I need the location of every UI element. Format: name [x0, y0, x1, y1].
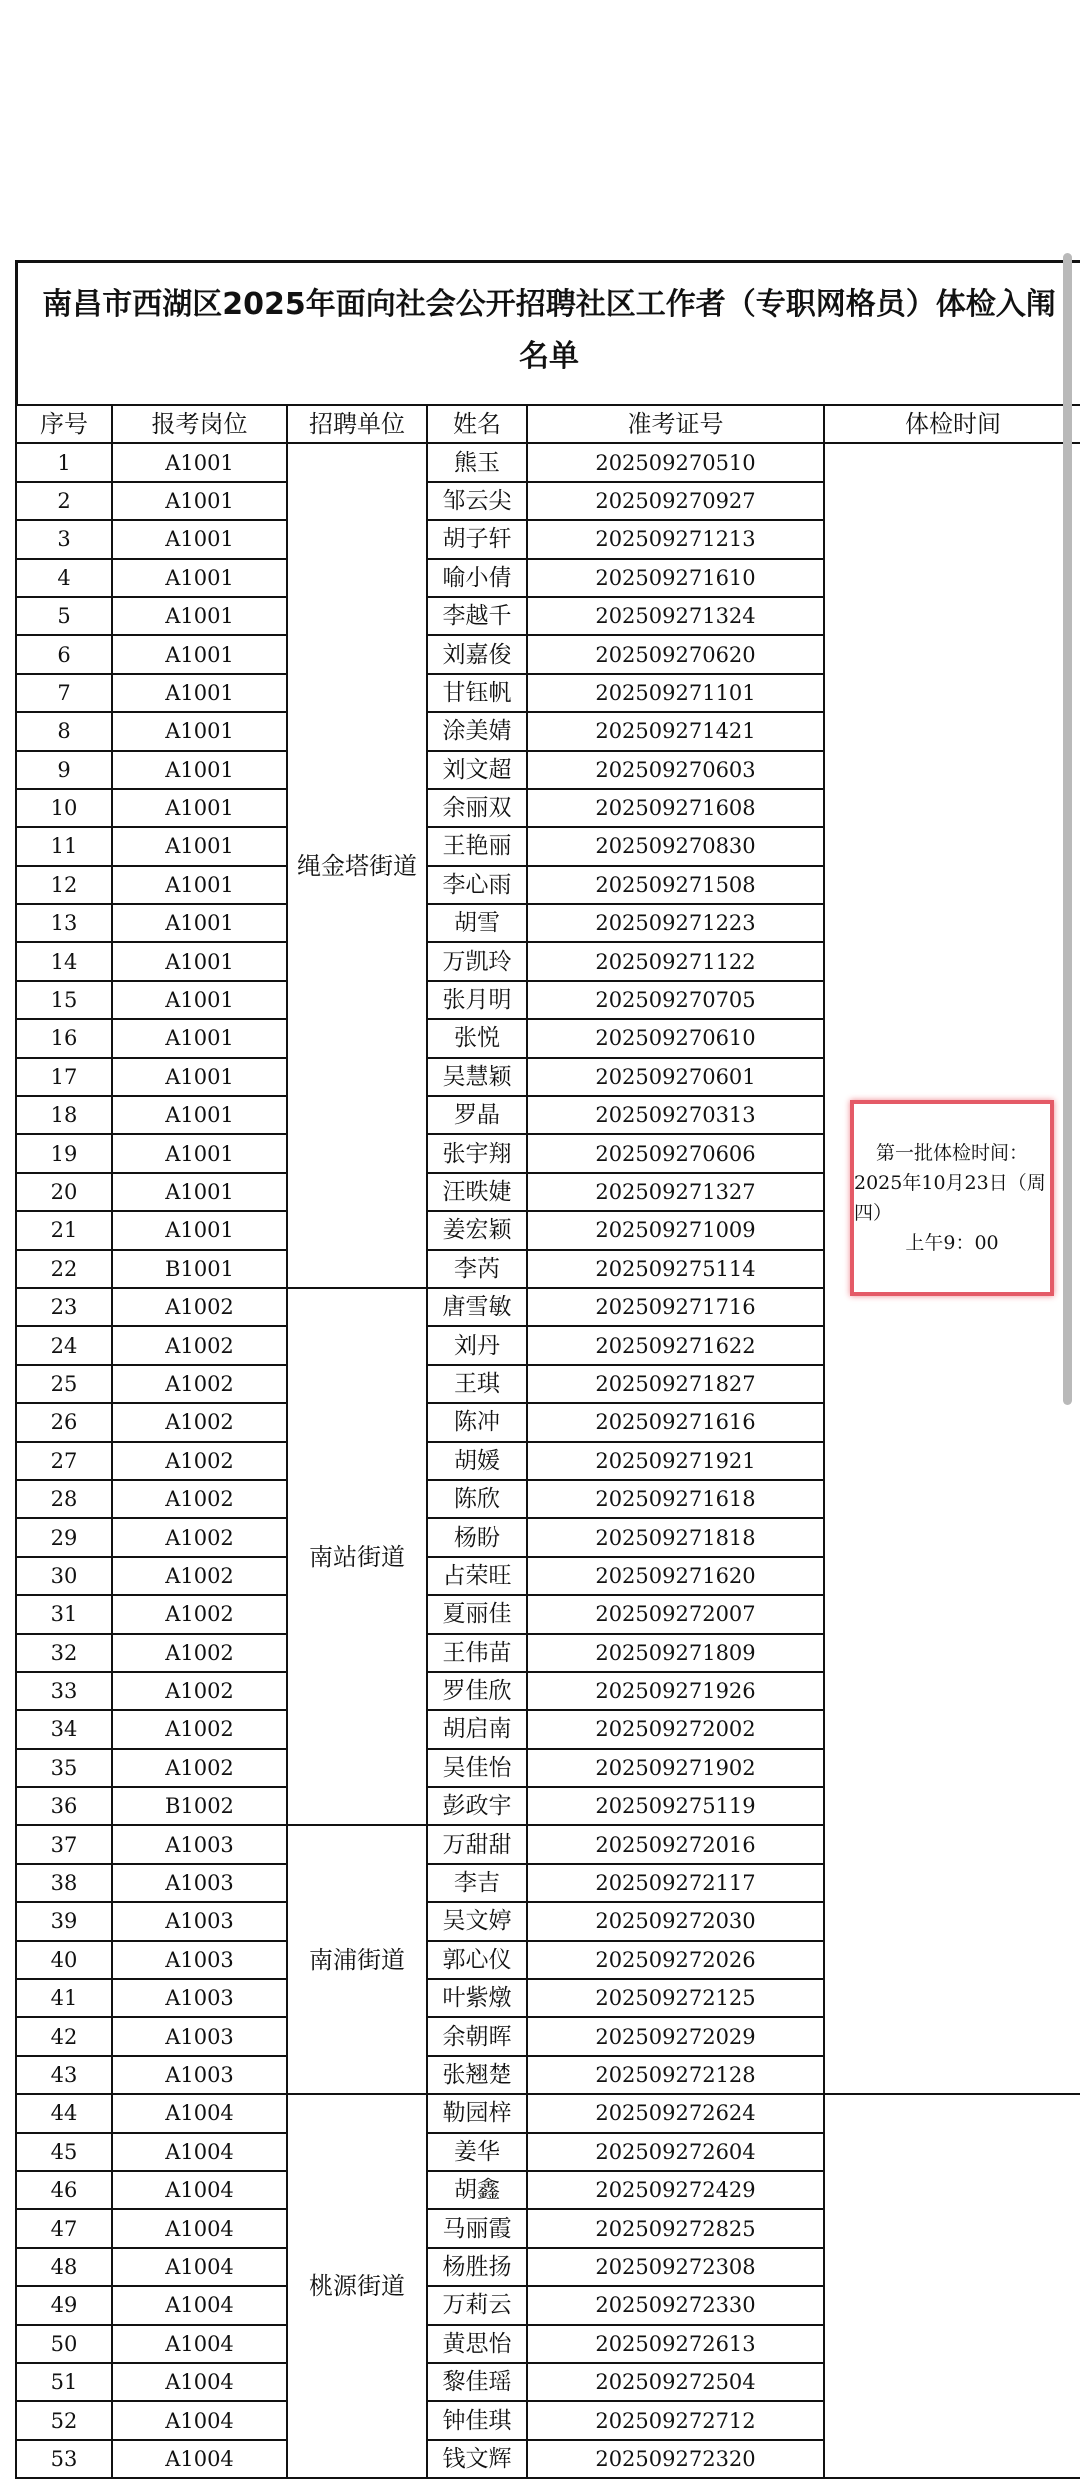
row-exam-id: 202509271818	[527, 1518, 824, 1556]
row-name: 姜华	[427, 2133, 527, 2171]
row-exam-id: 202509272026	[527, 1941, 824, 1979]
row-exam-id: 202509270313	[527, 1096, 824, 1134]
row-number: 13	[16, 904, 112, 942]
header-unit: 招聘单位	[287, 405, 427, 443]
row-exam-id: 202509270601	[527, 1058, 824, 1096]
row-name: 陈冲	[427, 1403, 527, 1441]
row-exam-id: 202509272330	[527, 2286, 824, 2324]
title-line-2: 名单	[519, 339, 579, 374]
row-name: 胡启南	[427, 1710, 527, 1748]
row-number: 14	[16, 942, 112, 980]
row-position: A1002	[112, 1595, 287, 1633]
row-exam-id: 202509272429	[527, 2171, 824, 2209]
row-exam-id: 202509271716	[527, 1288, 824, 1326]
row-position: A1003	[112, 1941, 287, 1979]
row-name: 王琪	[427, 1365, 527, 1403]
row-position: A1001	[112, 443, 287, 481]
row-exam-id: 202509272125	[527, 1979, 824, 2017]
row-number: 21	[16, 1211, 112, 1249]
row-name: 胡媛	[427, 1442, 527, 1480]
row-number: 2	[16, 482, 112, 520]
row-exam-id: 202509271809	[527, 1634, 824, 1672]
row-name: 余朝晖	[427, 2017, 527, 2055]
row-exam-id: 202509272825	[527, 2209, 824, 2247]
row-number: 22	[16, 1250, 112, 1288]
row-name: 刘嘉俊	[427, 635, 527, 673]
row-unit: 桃源街道	[287, 2094, 427, 2478]
row-exam-id: 202509272624	[527, 2094, 824, 2132]
row-number: 44	[16, 2094, 112, 2132]
row-name: 刘丹	[427, 1326, 527, 1364]
row-name: 吴慧颖	[427, 1058, 527, 1096]
row-position: A1001	[112, 1134, 287, 1172]
row-exam-id: 202509271508	[527, 866, 824, 904]
row-name: 杨盼	[427, 1518, 527, 1556]
row-name: 郭心仪	[427, 1941, 527, 1979]
row-name: 马丽霞	[427, 2209, 527, 2247]
row-name: 万莉云	[427, 2286, 527, 2324]
candidate-table	[15, 404, 1080, 2479]
row-exam-id: 202509272016	[527, 1825, 824, 1863]
row-position: A1001	[112, 1211, 287, 1249]
row-exam-id: 202509272504	[527, 2363, 824, 2401]
row-number: 30	[16, 1557, 112, 1595]
row-name: 熊玉	[427, 443, 527, 481]
row-position: A1003	[112, 1979, 287, 2017]
row-position: A1001	[112, 827, 287, 865]
table-row	[16, 443, 1080, 481]
row-exam-id: 202509271324	[527, 597, 824, 635]
row-exam-id: 202509271610	[527, 559, 824, 597]
row-position: A1001	[112, 712, 287, 750]
row-name: 张翘楚	[427, 2056, 527, 2094]
row-position: A1003	[112, 2056, 287, 2094]
row-number: 41	[16, 1979, 112, 2017]
row-unit: 南站街道	[287, 1288, 427, 1825]
row-position: A1004	[112, 2440, 287, 2478]
row-number: 37	[16, 1825, 112, 1863]
row-exam-id: 202509270830	[527, 827, 824, 865]
row-exam-time-cell	[824, 2094, 1080, 2478]
row-number: 18	[16, 1096, 112, 1134]
row-exam-id: 202509271620	[527, 1557, 824, 1595]
row-position: A1004	[112, 2209, 287, 2247]
row-position: A1001	[112, 981, 287, 1019]
row-number: 4	[16, 559, 112, 597]
row-name: 吴文婷	[427, 1902, 527, 1940]
row-exam-id: 202509271618	[527, 1480, 824, 1518]
row-name: 占荣旺	[427, 1557, 527, 1595]
row-exam-id: 202509272117	[527, 1864, 824, 1902]
row-position: A1002	[112, 1634, 287, 1672]
row-position: A1002	[112, 1557, 287, 1595]
row-name: 钟佳琪	[427, 2401, 527, 2439]
row-position: A1002	[112, 1749, 287, 1787]
row-position: A1002	[112, 1288, 287, 1326]
row-number: 33	[16, 1672, 112, 1710]
row-position: A1004	[112, 2248, 287, 2286]
row-name: 吴佳怡	[427, 1749, 527, 1787]
row-number: 26	[16, 1403, 112, 1441]
note-line-3: 上午9：00	[905, 1232, 999, 1254]
row-position: B1002	[112, 1787, 287, 1825]
row-exam-id: 202509271926	[527, 1672, 824, 1710]
note-line-1: 第一批体检时间：	[875, 1142, 1028, 1164]
row-number: 19	[16, 1134, 112, 1172]
row-exam-id: 202509271223	[527, 904, 824, 942]
row-exam-id: 202509272604	[527, 2133, 824, 2171]
row-position: A1004	[112, 2094, 287, 2132]
row-number: 1	[16, 443, 112, 481]
row-exam-id: 202509271608	[527, 789, 824, 827]
row-number: 27	[16, 1442, 112, 1480]
row-name: 杨胜扬	[427, 2248, 527, 2286]
row-number: 38	[16, 1864, 112, 1902]
row-position: A1001	[112, 789, 287, 827]
row-position: A1002	[112, 1403, 287, 1441]
row-number: 29	[16, 1518, 112, 1556]
row-name: 张宇翔	[427, 1134, 527, 1172]
row-unit: 绳金塔街道	[287, 443, 427, 1288]
row-number: 52	[16, 2401, 112, 2439]
row-number: 42	[16, 2017, 112, 2055]
row-position: A1001	[112, 597, 287, 635]
row-name: 罗晶	[427, 1096, 527, 1134]
header-name: 姓名	[427, 405, 527, 443]
row-number: 34	[16, 1710, 112, 1748]
row-position: A1001	[112, 751, 287, 789]
row-name: 李芮	[427, 1250, 527, 1288]
row-name: 黄思怡	[427, 2325, 527, 2363]
row-exam-id: 202509272030	[527, 1902, 824, 1940]
row-number: 25	[16, 1365, 112, 1403]
row-exam-id: 202509271421	[527, 712, 824, 750]
row-name: 王艳丽	[427, 827, 527, 865]
row-position: A1004	[112, 2133, 287, 2171]
row-number: 46	[16, 2171, 112, 2209]
row-name: 姜宏颖	[427, 1211, 527, 1249]
row-name: 黎佳瑶	[427, 2363, 527, 2401]
row-name: 罗佳欣	[427, 1672, 527, 1710]
row-position: A1004	[112, 2401, 287, 2439]
row-number: 17	[16, 1058, 112, 1096]
row-name: 刘文超	[427, 751, 527, 789]
row-name: 张月明	[427, 981, 527, 1019]
row-number: 10	[16, 789, 112, 827]
row-exam-id: 202509272128	[527, 2056, 824, 2094]
row-name: 勒园梓	[427, 2094, 527, 2132]
row-name: 钱文辉	[427, 2440, 527, 2478]
note-line-2: 2025年10月23日（周四）	[854, 1172, 1046, 1224]
row-name: 张悦	[427, 1019, 527, 1057]
row-position: A1004	[112, 2171, 287, 2209]
row-position: A1003	[112, 1825, 287, 1863]
row-number: 9	[16, 751, 112, 789]
row-exam-id: 202509275119	[527, 1787, 824, 1825]
row-name: 夏丽佳	[427, 1595, 527, 1633]
row-position: A1003	[112, 2017, 287, 2055]
row-position: A1001	[112, 1058, 287, 1096]
row-exam-id: 202509272712	[527, 2401, 824, 2439]
header-position: 报考岗位	[112, 405, 287, 443]
row-position: A1002	[112, 1442, 287, 1480]
row-exam-id: 202509271009	[527, 1211, 824, 1249]
row-number: 24	[16, 1326, 112, 1364]
row-position: A1002	[112, 1326, 287, 1364]
row-name: 李越千	[427, 597, 527, 635]
row-name: 李吉	[427, 1864, 527, 1902]
scrollbar[interactable]	[1063, 253, 1072, 1405]
row-exam-id: 202509271213	[527, 520, 824, 558]
row-name: 胡子轩	[427, 520, 527, 558]
row-name: 胡鑫	[427, 2171, 527, 2209]
row-exam-id: 202509271327	[527, 1173, 824, 1211]
row-exam-id: 202509271921	[527, 1442, 824, 1480]
row-position: A1001	[112, 674, 287, 712]
row-exam-id: 202509270610	[527, 1019, 824, 1057]
header-number: 序号	[16, 405, 112, 443]
row-position: A1001	[112, 520, 287, 558]
row-exam-id: 202509272308	[527, 2248, 824, 2286]
row-name: 万甜甜	[427, 1825, 527, 1863]
row-number: 48	[16, 2248, 112, 2286]
row-number: 43	[16, 2056, 112, 2094]
row-position: A1001	[112, 559, 287, 597]
row-number: 20	[16, 1173, 112, 1211]
header-exam-id: 准考证号	[527, 405, 824, 443]
row-number: 6	[16, 635, 112, 673]
row-number: 39	[16, 1902, 112, 1940]
row-number: 35	[16, 1749, 112, 1787]
row-position: A1002	[112, 1480, 287, 1518]
row-name: 李心雨	[427, 866, 527, 904]
row-position: A1003	[112, 1902, 287, 1940]
table-body	[16, 443, 1080, 2478]
row-exam-id: 202509270603	[527, 751, 824, 789]
row-position: A1002	[112, 1518, 287, 1556]
row-unit: 南浦街道	[287, 1825, 427, 2094]
row-position: A1001	[112, 1019, 287, 1057]
row-exam-id: 202509271616	[527, 1403, 824, 1441]
row-position: A1001	[112, 482, 287, 520]
row-exam-id: 202509271122	[527, 942, 824, 980]
row-exam-id: 202509270606	[527, 1134, 824, 1172]
row-exam-id: 202509272320	[527, 2440, 824, 2478]
row-name: 王伟苗	[427, 1634, 527, 1672]
exam-time-note	[850, 1100, 1054, 1296]
title-line-1: 南昌市西湖区2025年面向社会公开招聘社区工作者（专职网格员）体检入闱	[42, 287, 1056, 322]
row-number: 5	[16, 597, 112, 635]
row-exam-id: 202509271101	[527, 674, 824, 712]
row-position: A1002	[112, 1365, 287, 1403]
row-name: 万凯玲	[427, 942, 527, 980]
row-exam-id: 202509275114	[527, 1250, 824, 1288]
row-name: 彭政宇	[427, 1787, 527, 1825]
row-position: A1003	[112, 1864, 287, 1902]
row-position: A1001	[112, 866, 287, 904]
row-exam-id: 202509272613	[527, 2325, 824, 2363]
row-exam-id: 202509272002	[527, 1710, 824, 1748]
row-number: 28	[16, 1480, 112, 1518]
row-position: A1004	[112, 2363, 287, 2401]
table-header-row	[16, 405, 1080, 443]
row-number: 36	[16, 1787, 112, 1825]
row-number: 45	[16, 2133, 112, 2171]
row-position: A1004	[112, 2286, 287, 2324]
row-position: A1004	[112, 2325, 287, 2363]
row-number: 16	[16, 1019, 112, 1057]
row-name: 涂美婧	[427, 712, 527, 750]
row-name: 邹云尖	[427, 482, 527, 520]
row-name: 甘钰帆	[427, 674, 527, 712]
row-number: 50	[16, 2325, 112, 2363]
row-number: 40	[16, 1941, 112, 1979]
table-row	[16, 2094, 1080, 2132]
row-position: B1001	[112, 1250, 287, 1288]
row-name: 余丽双	[427, 789, 527, 827]
row-position: A1002	[112, 1672, 287, 1710]
row-position: A1001	[112, 1173, 287, 1211]
row-position: A1001	[112, 904, 287, 942]
row-exam-id: 202509270927	[527, 482, 824, 520]
row-number: 49	[16, 2286, 112, 2324]
row-name: 汪昳婕	[427, 1173, 527, 1211]
row-number: 47	[16, 2209, 112, 2247]
row-exam-id: 202509270620	[527, 635, 824, 673]
row-number: 23	[16, 1288, 112, 1326]
row-number: 51	[16, 2363, 112, 2401]
row-exam-id: 202509272007	[527, 1595, 824, 1633]
row-number: 15	[16, 981, 112, 1019]
row-exam-id: 202509270705	[527, 981, 824, 1019]
row-name: 喻小倩	[427, 559, 527, 597]
row-position: A1001	[112, 1096, 287, 1134]
row-position: A1001	[112, 635, 287, 673]
row-name: 陈欣	[427, 1480, 527, 1518]
document-title	[15, 260, 1080, 404]
row-name: 唐雪敏	[427, 1288, 527, 1326]
row-name: 叶紫燉	[427, 1979, 527, 2017]
row-exam-id: 202509271902	[527, 1749, 824, 1787]
document-page	[15, 260, 1080, 2479]
row-name: 胡雪	[427, 904, 527, 942]
row-exam-id: 202509272029	[527, 2017, 824, 2055]
row-number: 53	[16, 2440, 112, 2478]
header-exam-time: 体检时间	[824, 405, 1080, 443]
row-number: 31	[16, 1595, 112, 1633]
row-exam-id: 202509271622	[527, 1326, 824, 1364]
row-position: A1002	[112, 1710, 287, 1748]
row-number: 7	[16, 674, 112, 712]
row-number: 11	[16, 827, 112, 865]
row-number: 3	[16, 520, 112, 558]
row-exam-id: 202509271827	[527, 1365, 824, 1403]
row-exam-id: 202509270510	[527, 443, 824, 481]
row-number: 32	[16, 1634, 112, 1672]
row-position: A1001	[112, 942, 287, 980]
row-number: 8	[16, 712, 112, 750]
row-number: 12	[16, 866, 112, 904]
